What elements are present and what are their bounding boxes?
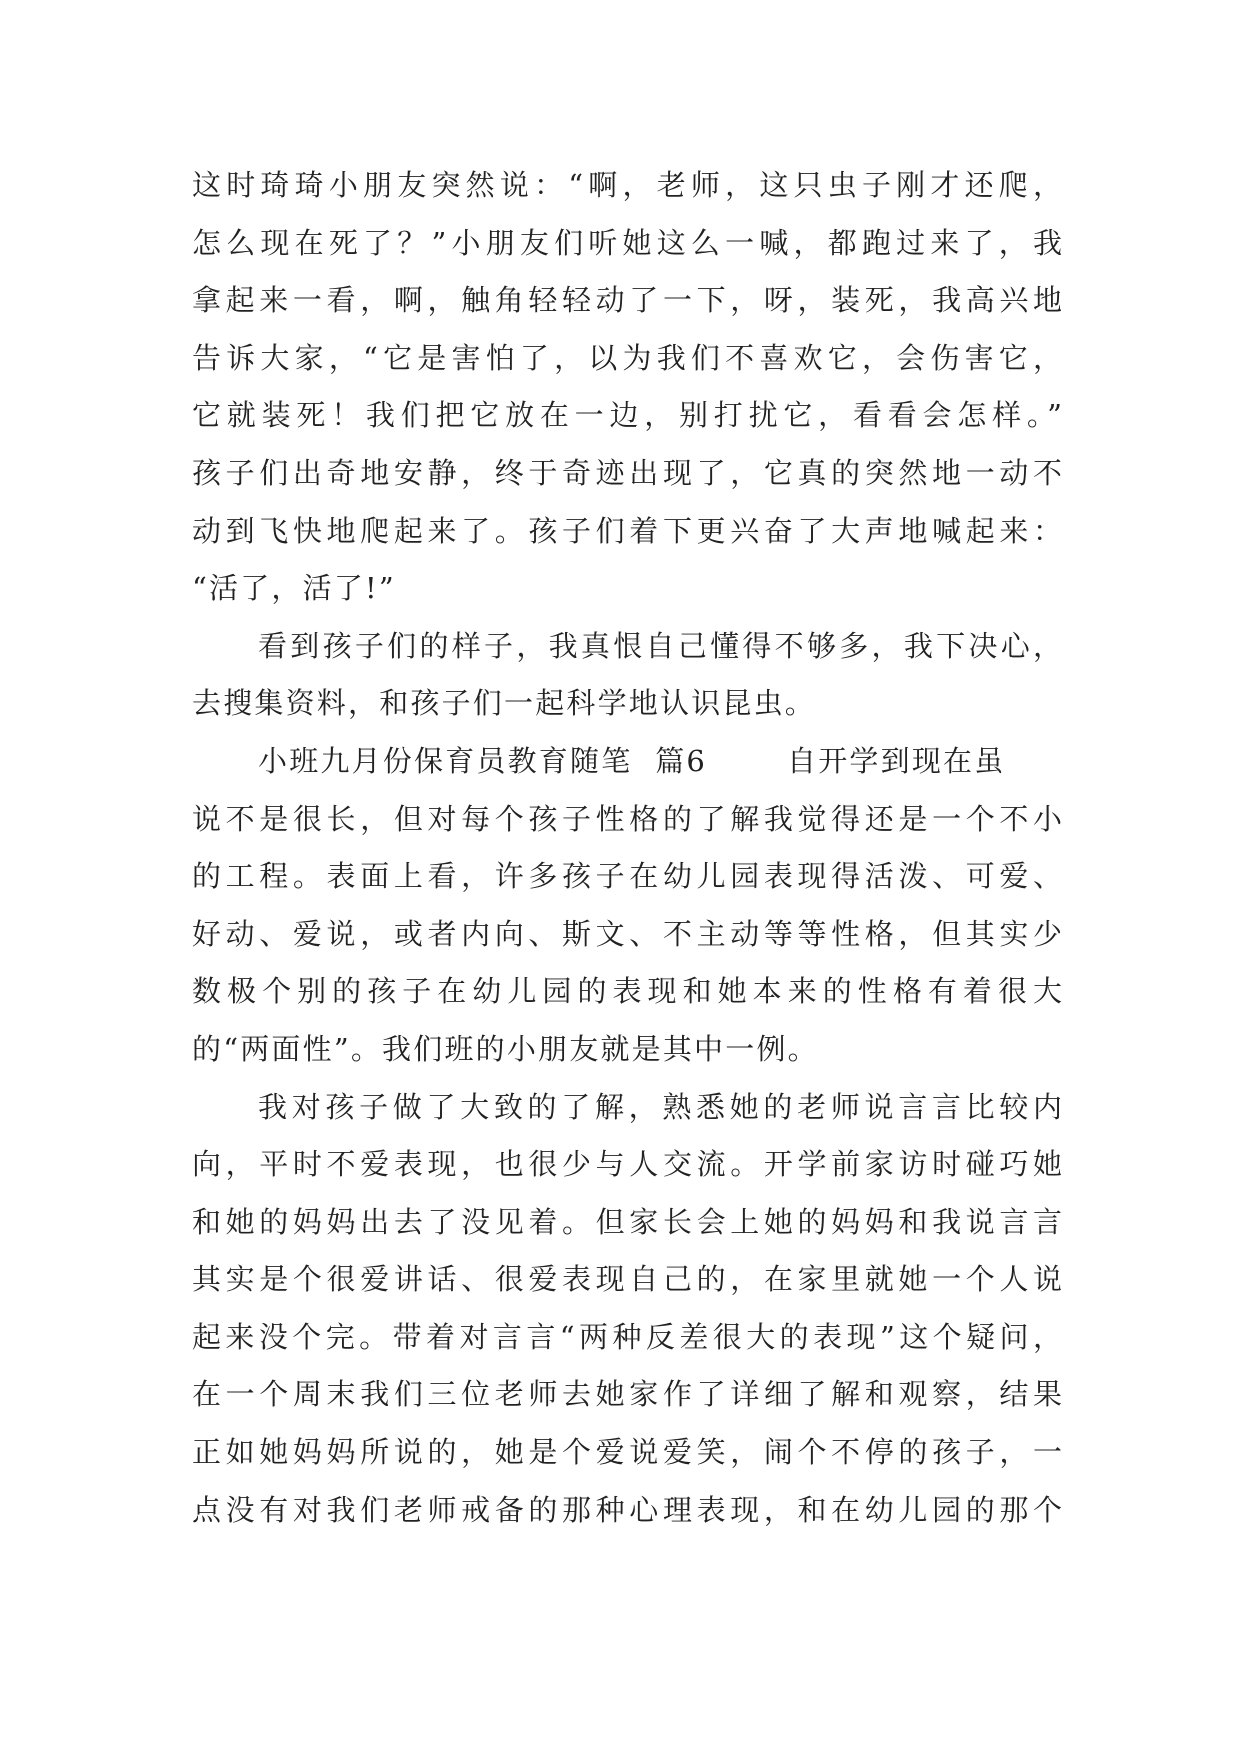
text-line: 动到飞快地爬起来了。孩子们着下更兴奋了大声地喊起来： (192, 513, 1062, 548)
text-line: 这时琦琦小朋友突然说：“啊，老师，这只虫子刚才还爬， (192, 168, 1062, 202)
text-line: 正如她妈妈所说的，她是个爱说爱笑，闹个不停的孩子，一 (192, 1435, 1062, 1470)
text-line: 在一个周末我们三位老师去她家作了详细了解和观察，结果 (192, 1377, 1062, 1412)
text-line: 数极个别的孩子在幼儿园的表现和她本来的性格有着很大 (192, 974, 1062, 1009)
text-line: “活了，活了!” (192, 571, 396, 606)
text-line: 点没有对我们老师戒备的那种心理表现，和在幼儿园的那个 (192, 1492, 1062, 1527)
section-heading-line: 小班九月份保育员教育随笔 篇6 自开学到现在虽 (258, 743, 1006, 778)
text-line: 孩子们出奇地安静，终于奇迹出现了，它真的突然地一动不 (192, 455, 1062, 490)
text-line: 向，平时不爱表现，也很少与人交流。开学前家访时碰巧她 (192, 1147, 1062, 1182)
text-line: 它就装死！我们把它放在一边，别打扰它，看看会怎样。” (192, 398, 1062, 433)
text-line: 起来没个完。带着对言言“两种反差很大的表现”这个疑问， (192, 1319, 1062, 1354)
text-line: 拿起来一看，啊，触角轻轻动了一下，呀，装死，我高兴地 (192, 283, 1062, 318)
text-line: 的“两面性”。我们班的小朋友就是其中一例。 (192, 1031, 819, 1066)
body-text (192, 157, 1062, 1539)
text-line: 怎么现在死了？”小朋友们听她这么一喊，都跑过来了，我 (192, 225, 1062, 260)
text-line: 的工程。表面上看，许多孩子在幼儿园表现得活泼、可爱、 (192, 859, 1062, 894)
text-line: 好动、爱说，或者内向、斯文、不主动等等性格，但其实少 (192, 916, 1062, 951)
text-line: 我对孩子做了大致的了解，熟悉她的老师说言言比较内 (258, 1089, 1062, 1124)
text-line: 说不是很长，但对每个孩子性格的了解我觉得还是一个不小 (192, 801, 1062, 836)
text-line: 告诉大家，“它是害怕了，以为我们不喜欢它，会伤害它， (192, 340, 1062, 375)
text-line: 看到孩子们的样子，我真恨自己懂得不够多，我下决心， (258, 628, 1062, 663)
text-line: 其实是个很爱讲话、很爱表现自己的，在家里就她一个人说 (192, 1262, 1062, 1297)
text-line: 和她的妈妈出去了没见着。但家长会上她的妈妈和我说言言 (192, 1204, 1062, 1239)
text-line: 去搜集资料，和孩子们一起科学地认识昆虫。 (192, 686, 817, 721)
